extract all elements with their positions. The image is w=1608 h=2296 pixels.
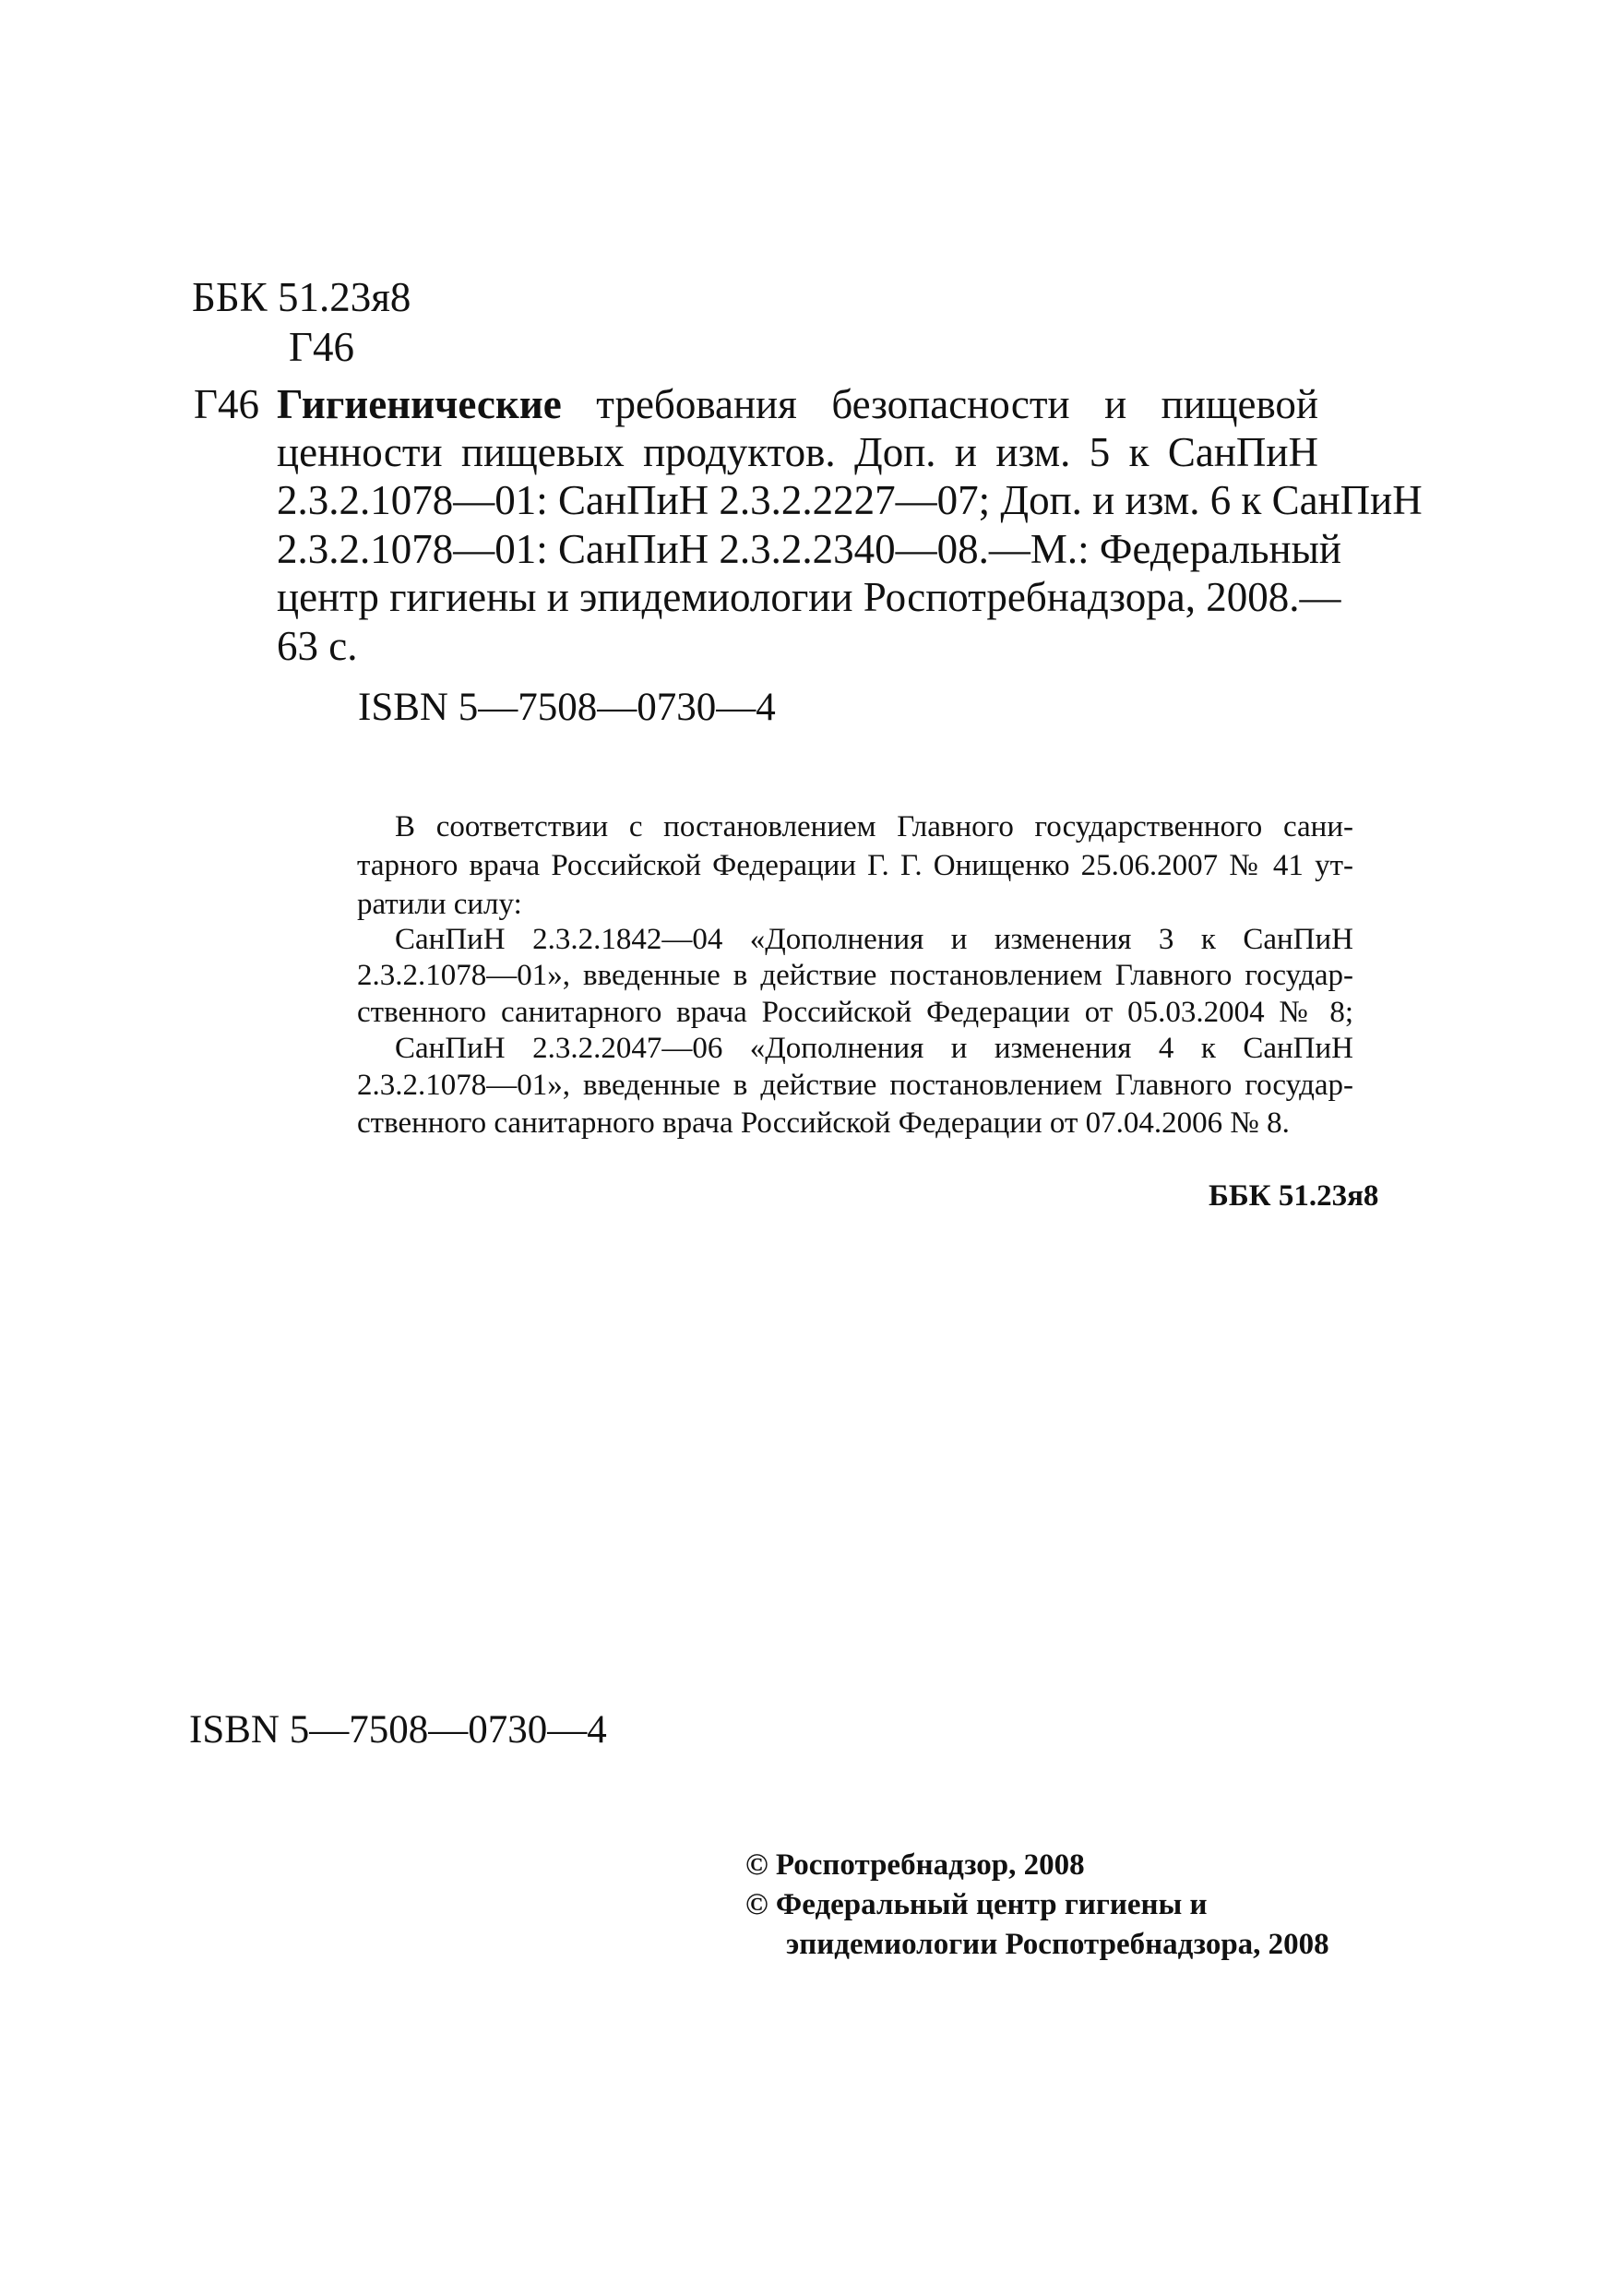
entry-line: 63 с. (277, 623, 358, 669)
entry-line: ценности пищевых продуктов. Доп. и изм. 5 к СанПиН (277, 429, 1318, 475)
annotation-line: ственного санитарного врача Российской Федерации от 05.03.2004 № 8; (357, 996, 1353, 1029)
entry-author-mark: Г46 (194, 381, 260, 427)
isbn-footer: ISBN 5—7508—0730—4 (189, 1708, 607, 1752)
annotation-line: СанПиН 2.3.2.2047—06 «Дополнения и изменения 4 к СанПиН (395, 1032, 1353, 1065)
annotation-line: 2.3.2.1078—01», введенные в действие постановлением Главного государ- (357, 959, 1353, 992)
copyright-line: © Федеральный центр гигиены и (745, 1888, 1208, 1921)
annotation-line: тарного врача Российской Федерации Г. Г. Онищенко 25.06.2007 № 41 ут- (357, 849, 1353, 882)
annotation-line: ратили силу: (357, 888, 522, 921)
annotation-line: 2.3.2.1078—01», введенные в действие постановлением Главного государ- (357, 1069, 1353, 1102)
entry-line: 2.3.2.1078—01: СанПиН 2.3.2.2227—07; Доп. и изм. 6 к СанПиН (277, 477, 1423, 523)
annotation-line: ственного санитарного врача Российской Федерации от 07.04.2006 № 8. (357, 1106, 1290, 1140)
copyright-line: эпидемиологии Роспотребнадзора, 2008 (786, 1928, 1329, 1961)
bbk-index-annotation: ББК 51.23я8 (1209, 1179, 1379, 1213)
annotation-line: СанПиН 2.3.2.1842—04 «Дополнения и изменения 3 к СанПиН (395, 923, 1353, 956)
annotation-line: В соответствии с постановлением Главного государственного сани- (395, 810, 1353, 843)
entry-line: 2.3.2.1078—01: СанПиН 2.3.2.2340—08.—М.: Федеральный (277, 526, 1341, 572)
copyright-line: © Роспотребнадзор, 2008 (745, 1848, 1085, 1882)
entry-title-rest: требования безопасности и пищевой (561, 381, 1318, 427)
isbn-entry: ISBN 5—7508—0730—4 (358, 686, 776, 729)
entry-title-line (277, 377, 1318, 432)
bbk-index-top: ББК 51.23я8 (192, 274, 411, 320)
entry-title-bold: Гигиенические (277, 381, 562, 427)
author-mark-top: Г46 (289, 324, 355, 370)
entry-line: центр гигиены и эпидемиологии Роспотребнадзора, 2008.— (277, 574, 1341, 620)
